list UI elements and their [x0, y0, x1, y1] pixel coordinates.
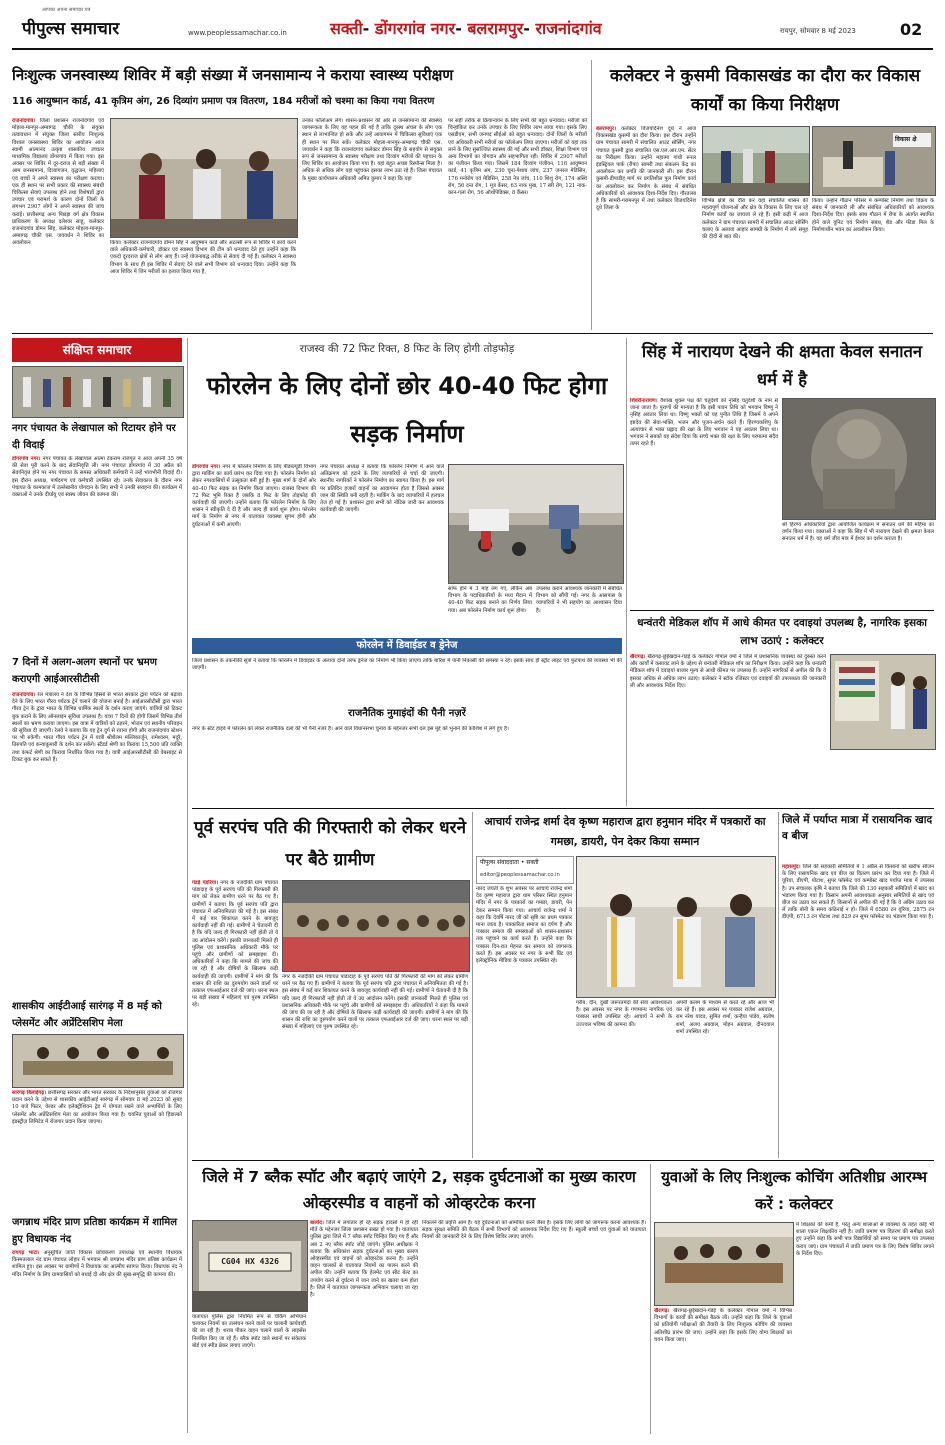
- sarpanch-body-col2: [282, 974, 468, 1156]
- black-spots-photo: [192, 1220, 308, 1312]
- sarpanch-text: नगर के नजदीकी ग्राम पंचायत पांडादाह के पूर्व सरपंच पति की गिरफ्तारी की मांग को लेकर ग्रामीण धरने पर बैठ गए हैं। ग्रामीणों ने बताया कि पूर्व सरपंच पति द्वारा पंचायत में अनियमितता की गई है। इस संबंध में कई बार शिकायत करने के बावजूद कार्यवाही नहीं की गई। ग्रामीणों ने चेतावनी दी है कि यदि जल्द ही गिरफ्तारी नहीं होती तो वे उग्र आंदोलन करेंगे। इसकी जानकारी मिलते ही पुलिस एवं प्रशासनिक अधिकारी मौके पर पहुंचे और ग्रामीणों को समझाइश दी। अधिकारियों ने कहा कि मामले की जांच की जा रही है और दोषियों के खिलाफ कड़ी कार्यवाही की जाएगी। ग्रामीणों ने मांग की कि शासन की राशि का दुरुपयोग करने वालों पर तत्काल एफआईआर दर्ज की जाए। धरना स्थल पर बड़ी संख्या में महिलाएं एवं पुरुष उपस्थित रहे।: [192, 880, 278, 1009]
- fourlane-sub1-title: फोरलेन में डिवाईडर व ड्रेनेज: [356, 640, 458, 651]
- narsingh-text-1: वैशाख शुक्ल पक्ष की चतुर्दशी को नृसिंह चतुर्दशी के नाम से जाना जाता है। पुराणों की मान्यता है कि इसी पावन तिथि को भगवान विष्णु ने नृसिंह अवतार लिया था। विष्णु भक्तों को यह पुनीत तिथि है जिसमें वे अपने इष्टदेव की सेवा-भक्ति, भजन और पूजन-अर्चन करते हैं। हिरण्यकशिपु के अत्याचार से भक्त प्रह्लाद की रक्षा के लिए भगवान ने यह अवतार लिया था। भगवान ने सबको यह संदेश दिया कि सच्चे भक्त की रक्षा के लिए परमात्मा सदैव तत्पर रहते हैं।: [630, 398, 778, 448]
- collector-kusmi-headline: कलेक्टर ने कुसमी विकासखंड का दौरा कर विकास कार्यों का किया निरीक्षण: [609, 66, 921, 115]
- masthead-rule: [12, 48, 933, 50]
- brief-news-item2-headline: 7 दिनों में अलग-अलग स्थानों पर भ्रमण कराएगी आईआरसीटीसी: [12, 657, 157, 685]
- sarpanch-body-col1: [192, 880, 278, 1156]
- brief-news-item3-dateline: सारंगढ़ बिलाईगढ़।: [12, 1090, 47, 1096]
- section-rule: [12, 333, 933, 334]
- narsingh-text-2: श्री हिरण्य अधिकारियों द्वारा आयोजित कार्यक्रम में सनातन धर्म की महिमा का वर्णन किया गया। वक्ताओं ने कहा कि सिंह में भी नारायण देखने की क्षमता केवल सनातन धर्म में है। यह धर्म जीव मात्र में ईश्वर का दर्शन कराता है।: [782, 522, 934, 543]
- section-sakti: सक्ती: [330, 19, 363, 38]
- sarpanch-photo: [282, 880, 470, 972]
- dhanvantari-text: खैरागढ़-छुईखदान-गंडई के कलेक्टर गोपाल वर्मा ने जिले में प्रशासनिक व्यवस्था को दुरुस्त करने और कार्यों में कसावट लाने के उद्देश्य से धन्वंतरी मेडिकल शॉप का निरीक्षण किया। उन्होंने कहा कि धन्वंतरी मेडिकल शॉप में दवाइयां बाजार मूल्य से आधी कीमत पर उपलब्ध हैं। उन्होंने नागरिकों से अपील की कि वे इसका अधिक से अधिक लाभ उठाएं। कलेक्टर ने स्टॉक रजिस्टर एवं दवाइयों की उपलब्धता की जानकारी ली और आवश्यक निर्देश दिए।: [630, 654, 826, 689]
- coaching-body-col2: [796, 1222, 934, 1432]
- brief-news-item3-headline: शासकीय आईटीआई सारंगढ़ में 8 मई को प्लेसमेंट और अप्रेंटिसशिप मेला: [12, 1001, 162, 1029]
- sarpanch-text-2: नगर के नजदीकी ग्राम पंचायत पांडादाह के पूर्व सरपंच पति की गिरफ्तारी की मांग को लेकर ग्रामीण धरने पर बैठ गए हैं। ग्रामीणों ने बताया कि पूर्व सरपंच पति द्वारा पंचायत में अनियमितता की गई है। इस संबंध में कई बार शिकायत करने के बावजूद कार्यवाही नहीं की गई। ग्रामीणों ने चेतावनी दी है कि यदि जल्द ही गिरफ्तारी नहीं होती तो वे उग्र आंदोलन करेंगे। इसकी जानकारी मिलते ही पुलिस एवं प्रशासनिक अधिकारी मौके पर पहुंचे और ग्रामीणों को समझाइश दी। अधिकारियों ने कहा कि मामले की जांच की जा रही है और दोषियों के खिलाफ कड़ी कार्यवाही की जाएगी। ग्रामीणों ने मांग की कि शासन की राशि का दुरुपयोग करने वालों पर तत्काल एफआईआर दर्ज की जाए। धरना स्थल पर बड़ी संख्या में महिलाएं एवं पुरुष उपस्थित रहे।: [282, 974, 468, 1031]
- fourlane-photo: [448, 464, 624, 584]
- health-camp-subhead: 116 आयुष्मान कार्ड, 41 कृत्रिम अंग, 26 दिव्यांग प्रमाण पत्र वितरण, 184 मरीजों को चश्मा का किया गया वितरण: [12, 96, 435, 107]
- collector-kusmi-body-col2: [702, 198, 808, 326]
- fourlane-caption: [448, 586, 532, 636]
- sarpanch-headline: पूर्व सरपंच पति की गिरफ्तारी को लेकर धरने पर बैठे ग्रामीण: [193, 818, 467, 870]
- coaching-text-2: में शिक्षकों की कमी है, परंतु अन्य शालाओं से व्यवस्था के तहत कोई भी शाला एकल शिक्षकीय नहीं है। जाति प्रमाण पत्र वितरण की समीक्षा करते हुए उन्होंने कहा कि सभी पात्र विद्यार्थियों को समय पर प्रमाण पत्र उपलब्ध कराए जाएं। ग्राम पंचायतों में जाति प्रमाण पत्र के लिए विशेष शिविर लगाने के निर्देश दिए।: [796, 1222, 934, 1257]
- acharya-caption: [576, 1000, 672, 1156]
- section-rule: [192, 1160, 934, 1161]
- collector-kusmi-dateline: बलरामपुर।: [596, 126, 617, 132]
- dhanvantari-photo: [830, 654, 936, 750]
- brief-news-item4-text: अनुसूचित जाति विकास प्राधिकरण उपाध्यक्ष एवं स्थानीय विधायक किस्मतलाल नंद ग्राम पंचायत लोहार में भगवान श्री जगन्नाथ मंदिर प्राण प्रतिष्ठा कार्यक्रम में शामिल हुए। इस अवसर पर ग्रामीणों ने विधायक का आत्मीय स्वागत किया। विधायक नंद ने मंदिर निर्माण के लिए ग्रामवासियों को बधाई दी और क्षेत्र की सुख-समृद्धि की कामना की।: [12, 1250, 182, 1278]
- brief-news-item1-dateline: डोंगरगांव नगर।: [12, 456, 41, 462]
- brief-news-item1-text: नगर पंचायत के लेखापाल आत्मा टेकराम राजपूत ने आज अपनी 35 वर्ष की सेवा पूरी करने के बाद सेवानिवृत्ति ली। नगर पंचायत डोंगरगांव में 30 अप्रैल को सेवानिवृत्त होने पर नगर पंचायत के समस्त अधिकारी कर्मचारी ने उन्हें भावभीनी विदाई दी। इस दौरान अध्यक्ष, पार्षदगण एवं कर्मचारी उपस्थित रहे। उनके सेवाकाल के दौरान नगर पंचायत के कामकाज में उल्लेखनीय योगदान के लिए सभी ने उनकी सराहना की। कार्यक्रम में वक्ताओं ने उनके दीर्घायु एवं स्वस्थ जीवन की कामना की।: [12, 456, 182, 499]
- health-camp-body-col2: [110, 240, 296, 326]
- brief-news-item2-dateline: राजनांदगांव।: [12, 692, 36, 698]
- black-spots-plate: CG04 HX 4326: [221, 1257, 279, 1266]
- brief-news-item3-text: छत्तीसगढ़ सरकार और भारत सरकार के निर्देशानुसार युवाओं को रोजगार प्रदान करने के उद्देश्य से शासकीय आईटीआई सारंगढ़ में सोमवार 8 मई 2023 को सुबह 10 बजे फिटर, वेल्डर और इलेक्ट्रीशियन ट्रेड में योग्यता रखने वाले अभ्यर्थियों के लिए प्लेसमेंट और अप्रेंटिसशिप मेला का आयोजन किया गया है। चयनित युवाओं को हिंडाल्को इंडस्ट्रीज़ लिमिटेड में रोजगार प्रदान किया जाएगा।: [12, 1090, 182, 1125]
- brief-news-item2-body: [12, 692, 182, 994]
- acharya-email[interactable]: editor@peoplessamachar.co.in: [480, 872, 560, 878]
- column-divider: [591, 60, 592, 330]
- column-divider: [650, 1164, 651, 1434]
- story-acharya: [476, 812, 774, 1158]
- column-divider: [626, 338, 627, 806]
- brief-news-item2-text: रेल मंत्रालय ने देश के विभिन्न हिस्सों से भारत सरकार द्वारा पर्यटन को बढ़ावा देने के लिए भारत गौरव पर्यटक ट्रेनें चलाने की योजना बनाई है। आईआरसीटीसी द्वारा भारत गौरव ट्रेन के द्वारा भारत के विभिन्न धार्मिक स्थलों के दर्शन कराए जाएंगे। यात्रियों को टिकट बुक कराने के लिए ऑनलाइन सुविधा उपलब्ध है। यात्रा 7 दिनों की होगी जिसमें विभिन्न तीर्थ स्थलों का भ्रमण कराया जाएगा। इस यात्रा में यात्रियों को ठहरने, भोजन एवं स्थानीय परिवहन की सुविधा दी जाएगी। रेलवे ने बताया कि यह ट्रेन दुर्ग से रवाना होगी और राजनांदगांव स्टेशन पर भी रुकेगी। भारत गौरव पर्यटन ट्रेन में यात्री श्रीशैलम मल्लिकार्जुन, रामेश्वरम, मदुरै, तिरुपति एवं कन्याकुमारी के दर्शन कर सकेंगे। स्टैंडर्ड श्रेणी का किराया 15,500 प्रति व्यक्ति तथा कंफर्ट श्रेणी का किराया निर्धारित किया गया है। यात्री आईआरसीटीसी की वेबसाइट से टिकट बुक कर सकते हैं।: [12, 692, 182, 763]
- black-spots-body-col0: [192, 1314, 306, 1432]
- section-names: सक्ती- डोंगरगांव नगर- बलरामपुर- राजनांदगांव: [330, 19, 602, 38]
- column-divider: [778, 812, 779, 1158]
- black-spots-text-1: जिले में लगातार हो रहे सड़क हादसों में हो रही मौतें के मद्देनजर जिला प्रशासन सख्त हो गया है। यातायात पुलिस द्वारा जिले में 7 ब्लैक स्पॉट चिन्हित किए गए हैं और अब 2 नए ब्लैक स्पॉट जोड़े जाएंगे। पुलिस अधीक्षक ने बताया कि अधिकांश सड़क दुर्घटनाओं का मुख्य कारण ओव्हरस्पीड एवं वाहनों को ओव्हरटेक करना है। उन्होंने वाहन चालकों से यातायात नियमों का पालन करने की अपील की। उन्होंने बताया कि हेलमेट एवं सीट बेल्ट का उपयोग करने से दुर्घटना में जान जाने का खतरा कम होता है। जिले में यातायात जागरूकता अभियान चलाया जा रहा है।: [310, 1220, 418, 1299]
- collector-kusmi-photo-sign: विकास क्षे: [895, 136, 917, 143]
- health-camp-photo: [110, 118, 298, 238]
- coaching-dateline: खैरागढ़।: [654, 1308, 670, 1314]
- story-health-camp: [12, 60, 587, 330]
- story-narsingh: [630, 338, 934, 606]
- brief-news-item1-headline: नगर पंचायत के लेखापाल को रिटायर होने पर दी विदाई: [12, 423, 176, 451]
- narsingh-headline: सिंह में नारायण देखने की क्षमता केवल सनातन धर्म में है: [641, 342, 923, 389]
- section-rule: [192, 808, 934, 809]
- collector-kusmi-body-col3: [812, 198, 934, 326]
- section-dongargaon: डोंगरगांव नगर: [374, 19, 456, 38]
- brief-news-item3-body: [12, 1090, 182, 1210]
- narsingh-body-col1: [630, 398, 778, 604]
- acharya-byline-name: पीपुल्स संवाददाता: [480, 859, 519, 866]
- coaching-headline: युवाओं के लिए निःशुल्क कोचिंग अतिशीघ्र आरम्भ करें : कलेक्टर: [661, 1168, 927, 1213]
- acharya-headline: आचार्य राजेन्द्र शर्मा देव कृष्ण महाराज द्वारा हनुमान मंदिर में पत्रकारों का गमछा, डायरी, पेन देकर किया सम्मान: [484, 815, 766, 848]
- story-black-spots: [192, 1164, 646, 1434]
- brief-news-item4-body: [12, 1250, 182, 1430]
- brief-news-photo-1: [12, 366, 184, 418]
- fourlane-caption-text: साफ होने में 3 माह लग गए, लेकिन अब विभाग के पदाधिकारियों के मध्य मैदान में 40-40 फिट सड़क बनाने का निर्णय लिया गया। अब फोरलेन निर्माण कार्य शुरू होगा।: [448, 586, 532, 614]
- narsingh-body-col2: [782, 522, 934, 604]
- dhanvantari-dateline: खैरागढ़।: [630, 654, 646, 660]
- story-sarpanch: [192, 812, 468, 1158]
- black-spots-body-col3: [422, 1220, 646, 1432]
- collector-kusmi-photo-1: [702, 126, 810, 196]
- fertilizer-text: जिले की सहकारी समितियों में 1 अप्रैल से किसानों को खरीफ सीजन के लिए रासायनिक खाद एवं बीज का वितरण प्रारंभ कर दिया गया है। जिले में यूरिया, डीएपी, पोटाश, सुपर फॉस्फेट एवं कम्पोस्ट खाद पर्याप्त मात्रा में उपलब्ध है। उप संचालक कृषि ने बताया कि जिले की 130 सहकारी समितियों में खाद का भंडारण किया गया है। किसान अपनी आवश्यकता अनुसार समितियों से खाद एवं बीज का उठाव कर सकते हैं। किसानों से अपील की गई है कि वे अग्रिम उठाव कर लें ताकि बोनी के समय कठिनाई न हो। जिले में 6580 टन यूरिया, 2875 टन डीएपी, 6713 टन पोटाश तथा 829 टन सुपर फॉस्फेट का भंडारण किया गया है।: [782, 864, 934, 921]
- acharya-caption-2-text: अपनी कलम के माध्यम से करते रहे और आज भी कर रहे हैं। इस अवसर पर पत्रकार राजेश अग्रवाल, राम नरेश यादव, सुमित शर्मा, कन्हैया पांडेय, संतोष शर्मा, अजय अग्रवाल, मोहन अग्रवाल, दीनदयाल शर्मा उपस्थित रहे।: [676, 1000, 774, 1035]
- brief-news-item4-headline: जगन्नाथ मंदिर प्राण प्रतिष्ठा कार्यक्रम में शामिल हुए विधायक नंद: [12, 1217, 178, 1245]
- black-spots-body-col1: [310, 1220, 418, 1432]
- coaching-photo: [654, 1222, 794, 1306]
- coaching-body-col1: [654, 1308, 792, 1432]
- issue-date: रायपुर, सोमवार 8 मई 2023: [780, 27, 856, 35]
- collector-kusmi-body-col1: [596, 126, 696, 326]
- narsingh-dateline: शिवरीनारायण।: [630, 398, 658, 404]
- story-dhanvantari: [630, 610, 934, 806]
- health-camp-text-3: उनका फॉलोअप लेंगे। शासन-प्रशासन की ओर से जनसामान्य की स्वास्थ्य जागरूकता के लिए यह पहल की गई है ताकि दूरस्थ अंचल के लोग एक स्थान से लाभान्वित हो सकें और उन्हें आवागमन में चिकित्सा सुविधाएं एक ही स्थान पर मिल सकें। कलेक्टर मोहला-मानपुर-अम्बागढ़ चौकी एस. जयवर्धन ने कहा कि राजनांदगांव कलेक्टर डोमन सिंह के सहयोग से संयुक्त रूप से जनसामान्य के स्वास्थ्य परीक्षण तथा दिव्यांग मरीजों की पहचान के लिए शिविर का आयोजन किया गया है। यहां बहुत अच्छा रिस्पॉन्स मिला है। अधिक से अधिक लोग यहां पहुंचकर इसका लाभ उठा रहे हैं। जिला पंचायत के मुख्य कार्यपालन अधिकारी अमित कुमार ने कहा कि यहां: [302, 118, 442, 182]
- fourlane-caption-2-text: उपलब्ध कराने आवश्यक जानकारी में संबंधित विभाग को सौंपी गई। नगर के आसपास के व्यापारियों ने भी सहयोग का आश्वासन दिया है।: [536, 586, 622, 614]
- fourlane-caption-2: [536, 586, 622, 636]
- brief-news-item1-body: [12, 456, 182, 646]
- fourlane-headline: फोरलेन के लिए दोनों छोर 40-40 फिट होगा सड़क निर्माण: [206, 372, 608, 448]
- health-camp-body-col1: [12, 118, 104, 326]
- dhanvantari-body: [630, 654, 826, 804]
- black-spots-headline: जिले में 7 ब्लैक स्पॉट और बढ़ाएं जाएंगे 2, सड़क दुर्घटनाओं का मुख्य कारण ओव्हरस्पीड व वाहनों को ओव्हरटेक करना: [202, 1168, 636, 1212]
- fertilizer-dateline: महासमुंद।: [782, 864, 801, 870]
- fourlane-text-2: नगर पंचायत अध्यक्ष ने बताया कि फोरलेन निर्माण में आने वाले अतिक्रमण को हटाने के लिए व्यापारियों से चर्चा की जाएगी। स्थानीय नागरिकों ने फोरलेन निर्माण का स्वागत किया है। इस मार्ग पर प्रतिदिन हजारों वाहनों का आवागमन होता है जिससे अक्सर जाम की स्थिति बनी रहती है। मार्किंग के बाद व्यापारियों में हलचल तेज हो गई है। प्रशासन द्वारा सभी को नोटिस जारी कर आवश्यक कार्यवाही की जाएगी।: [320, 464, 444, 514]
- acharya-byline: पीपुल्स संवाददाता • सक्ती editor@peoplessamachar.co.in: [476, 856, 574, 884]
- masthead: [0, 0, 945, 58]
- page-number: 02: [900, 20, 923, 39]
- health-camp-text-1: जिला प्रशासन राजनांदगांव एवं मोहला-मानपुर-अम्बागढ़ चौकी के संयुक्त तत्वावधान में संयुक्त जिला स्तरीय निःशुल्क विशाल जनस्वास्थ्य शिविर का आयोजन आज स्वामी आत्मानंद उत्कृष्ट शासकीय उच्चतर माध्यमिक विद्यालय डोंगरगांव में किया गया। इस अवसर पर शिविर में दूर-दराज से बड़ी संख्या में आम जनसामान्य, दिव्यांगजन, वृद्धजन, महिलाएं एवं बच्चों ने अपने स्वास्थ्य का परीक्षण कराया। एक ही स्थान पर सभी प्रकार की स्वास्थ्य संबंधी चिकित्सा सेवाएं उपलब्ध होने तथा विशेषज्ञों द्वारा उपचार एवं परामर्श के कारण दोनों जिलों के लगभग 2907 लोगों ने अपने स्वास्थ्य की जांच कराई। छत्तीसगढ़ अन्य पिछड़ा वर्ग क्षेत्र विकास प्राधिकरण के अध्यक्ष दलेश्वर साहू, कलेक्टर राजनांदगांव डोमन सिंह, कलेक्टर मोहला-मानपुर-अम्बागढ़ चौकी एस. जयवर्धन ने शिविर का अवलोकन: [12, 118, 104, 247]
- story-collector-kusmi: [596, 60, 934, 330]
- fourlane-text-1: नगर में फोरलेन निर्माण के लिए पीडब्ल्यूडी विभाग द्वारा मार्किंग का कार्य प्रारंभ कर दिया गया है। फोरलेन निर्माण को लेकर नगरवासियों में उत्सुकता बनी हुई है। मुख्य मार्ग के दोनों ओर 40-40 फिट सड़क का निर्माण किया जाएगा। राजस्व विभाग की 72 फिट भूमि रिक्त है जबकि 8 फिट के लिए तोड़फोड़ की कार्यवाही की जाएगी। उन्होंने बताया कि फोरलेन निर्माण के लिए शासन ने स्वीकृति दे दी है और जल्द ही कार्य शुरू होगा। फोरलेन मार्ग के निर्माण से नगर में यातायात व्यवस्था सुगम होगी और दुर्घटनाओं में कमी आएगी।: [192, 464, 316, 528]
- collector-kusmi-text-2: विभिन्न क्षेत्रों का दौरा कर वहां संचालित शासन की महत्वपूर्ण योजनाओं और क्षेत्र के विकास के लिए चल रहे निर्माण कार्यों का जायजा ले रहे हैं। इसी कड़ी में आज कलेक्टर ने ग्राम पंचायत सामरी में संचालित आउट सोर्सिंग चलाए के अलावा आहार सामग्री के निर्माण में लगे समूह की दीदी से बात की।: [702, 198, 808, 241]
- collector-kusmi-text-3: किया। उन्होंने गौठान परिसर में कम्पोस्ट निर्माण तथा विक्रय के संबंध में जानकारी ली और संबंधित अधिकारियों को आवश्यक दिशा-निर्देश दिए। इसके साथ गौठान में रीपा के अंतर्गत स्थापित होने वाले यूनिट एवं निर्माण संबंध, शैड और फीडा मिल के निर्माणाधीन भवन का अवलोकन किया।: [812, 198, 934, 233]
- health-camp-text-4: पर सही तरीके से क्रियान्वयन के लिए सभी की बहुत धन्यवाद। मरीजों को चिन्हांकित कर उनके उपचार के लिए शिविर लाभ लाया गया। इसके लिए एसडीएम, सभी जनपद सीईओ को बहुत धन्यवाद। दोनों जिलों के मरीजों एवं अधिकारी सभी मरीजों का फॉलोअप लिया जाएगा। मरीजों को यहां तक लाने के लिए सुसज्जित स्वास्थ्य की गई और सभी डॉक्टर, शिक्षा विभाग एवं अन्य विभागों का योगदान और सहभागिता रही। शिविर में 2907 मरीजों का पंजीयन किया गया। जिसमें 184 दिव्यांग पंजीयन, 116 आयुष्मान कार्ड, 41 कृत्रिम अंग, 230 चूना-पेशाब जांच, 237 जनरल मेडिसिन, 176 मनोरोग एवं मेडिसिन, 258 नेत्र जांच, 110 शिशु रोग, 174 अस्थि रोग, 56 दन्त रोग, 1 मूत्र केंसर, 63 नाक मुख, 17 स्त्री रोग, 121 नाक-कान-गला रोग, 56 ऑर्थोपेडिक्स, 8 कैंसर।: [448, 118, 587, 197]
- story-fourlane: [192, 338, 622, 806]
- acharya-caption-2: [676, 1000, 774, 1156]
- health-camp-dateline: राजनांदगांव।: [12, 118, 36, 124]
- fourlane-sub2-body: [192, 726, 622, 802]
- acharya-photo: [576, 856, 776, 998]
- dhanvantari-headline: धन्वंतरी मेडिकल शॉप में आधे कीमत पर दवाइयां उपलब्ध है, नागरिक इसका लाभ उठाएं : कलेक्टर: [637, 617, 927, 647]
- black-spots-text-3: निकलने की प्रवृत्ति आम है। यह दुर्घटनाओं को आमंत्रित करने जैसा है। इसके लिए लोगों को जागरूक करना आवश्यक है। सड़क सुरक्षा समिति की बैठक में सभी विभागों को आवश्यक निर्देश दिए गए हैं। स्कूली बच्चों एवं युवाओं को यातायात नियमों की जानकारी देने के लिए विशेष शिविर लगाए जाएंगे।: [422, 1220, 646, 1241]
- section-balrampur: बलरामपुर: [467, 19, 524, 38]
- fertilizer-headline: जिले में पर्याप्त मात्रा में रासायनिक खाद व बीज: [782, 814, 933, 842]
- fourlane-sub2-text: नगर के स्टेट हाइवे में फोरलेन को लेकर राजनैतिक दलों की भी पैनी नजरें हैं। आने वाले विधानसभा चुनाव के मद्देनजर सभी दल इस मुद्दे को भुनाने की कोशिश में लगे हुए हैं।: [192, 726, 509, 732]
- sarpanch-dateline: गंडई पंडरिया।: [192, 880, 219, 886]
- narsingh-photo: [782, 398, 936, 520]
- acharya-byline-place: सक्ती: [526, 859, 539, 866]
- column-divider: [187, 338, 188, 1433]
- health-camp-body-col4: [448, 118, 587, 326]
- health-camp-body-col3: [302, 118, 442, 326]
- brief-news-title: संक्षिप्त समाचार: [12, 338, 182, 362]
- column-divider: [472, 812, 473, 1158]
- brief-news: [12, 338, 182, 1433]
- fourlane-sub1-banner: [192, 638, 622, 654]
- story-fertilizer: [782, 812, 934, 1158]
- fertilizer-body: [782, 864, 934, 1156]
- brief-news-photo-2: [12, 1034, 184, 1088]
- fourlane-dateline: डोंगरगांव नगर।: [192, 464, 221, 470]
- coaching-text-1: खैरागढ़-छुईखदान-गंडई के कलेक्टर गोपाल वर्मा ने विभिन्न विभागों के कार्यों की समीक्षा बैठक ली। उन्होंने कहा कि जिले के युवाओं को प्रतियोगी परीक्षाओं की तैयारी के लिए निःशुल्क कोचिंग की व्यवस्था अतिशीघ्र प्रारंभ की जाए। उन्होंने कहा कि इसके लिए योग्य शिक्षकों का चयन किया जाए।: [654, 1308, 792, 1343]
- fourlane-sub1-body: [192, 658, 622, 702]
- acharya-text: नारद जयंती के शुभ अवसर पर आचार्य राजेन्द्र शर्मा देव कृष्ण महाराज द्वारा धाम परिसर स्थित हनुमान मंदिर में नगर के पत्रकारों का गमछा, डायरी, पेन देकर सम्मान किया गया। आचार्य राजेन्द्र शर्मा ने कहा कि देवर्षि नारद जी को सृष्टि का प्रथम पत्रकार माना जाता है। पत्रकारिता समाज का दर्पण है और पत्रकार समाज की समस्याओं को शासन-प्रशासन तक पहुंचाने का कार्य करते हैं। उन्होंने कहा कि पत्रकार दिन-रात मेहनत कर समाज को जागरूक करते हैं। इस अवसर पर नगर के सभी प्रिंट एवं इलेक्ट्रॉनिक मीडिया के पत्रकार उपस्थित रहे।: [476, 886, 572, 965]
- section-rajnandgaon: राजनांदगांव: [535, 19, 602, 38]
- health-camp-text-2: किया। कलेक्टर राजनांदगांव डोमन सिंह ने आयुष्मान कार्ड और अटल्सी रूप से शिविर में कार्य करने वाले अधिकारी-कर्मचारी, डॉक्टर एवं स्वास्थ्य विभाग की टीम को धन्यवाद देते हुए उन्होंने कहा कि एकदो दूरदराज क्षेत्रों से लोग आए हैं। उन्हें योजनाबद्ध तरीके से सेवाएं दी गई हैं। कलेक्टर ने स्वास्थ्य विभाग के साथ ही इस शिविर में सेवाएं देने वाले सभी विभाग को धन्यवाद दिया। उन्होंने कहा कि आज शिविर में जिन मरीजों का इलाज किया गया है,: [110, 240, 296, 275]
- fourlane-sub1-text: जिला प्रशासन के तकनीकी सूत्रों ने बताया कि फोरलेन में डिवाइडर के अलावा दोनों तरफ ड्रेनेज का निर्माण भी किया जाएगा ताकि बारिश में पानी निकासी की समस्या न रहे। इसके साथ ही स्ट्रीट लाइट एवं फुटपाथ की व्यवस्था भी की जाएगी।: [192, 658, 622, 672]
- brief-news-item4-dateline: रायगढ़ भाटा।: [12, 1250, 40, 1256]
- section-rule: [630, 610, 934, 611]
- logo-tagline: आपका अपना समाचार पत्र: [42, 7, 91, 13]
- black-spots-text-2: यातायात पुलिस द्वारा नियमित रूप से चेकिंग अभियान चलाकर नियमों का उल्लंघन करने वालों पर चालानी कार्यवाही की जा रही है। शराब पीकर वाहन चलाने वालों के लाइसेंस निलंबित किए जा रहे हैं। ब्लैक स्पॉट वाले स्थानों पर संकेतक बोर्ड एवं स्पीड ब्रेकर लगाए जाएंगे।: [192, 1314, 306, 1349]
- black-spots-dateline: बालोद।: [310, 1220, 324, 1226]
- health-camp-headline: निःशुल्क जनस्वास्थ्य शिविर में बड़ी संख्या में जनसामान्य ने कराया स्वास्थ्य परीक्षण: [12, 66, 454, 84]
- logo: [22, 7, 172, 42]
- collector-kusmi-text-1: कलेक्टर विजयदिनेश दूधे ने आज विकासखंड कुसमी का दौरा किया। इस दौरान उन्होंने ग्राम पंचायत सामरी में संचालित आउट सोर्सिंग, नगर पंचायत कुसमी द्वारा संचालित एस.एल.आर.एम. सेंटर का निरीक्षण किया। उन्होंने महात्मा गांधी रूरल इंडस्ट्रियल पार्क (रीपा) सामरी तथा संकलन केंद्र का अवलोकन कर प्रगति की जानकारी ली। इस दौरान कुसमी-डीपाडीह मार्ग पर प्रगतिशील पुल निर्माण कार्य का अवलोकन कर निर्माण के संबंध में संबंधित अधिकारियों को आवश्यक दिशा-निर्देश दिए। गौरतलब है कि सामरी-गरामनपुर में तथा कलेक्टर विजयदिनेश दूधे जिला के: [596, 126, 696, 212]
- story-coaching: [654, 1164, 934, 1434]
- website[interactable]: www.peoplessamachar.co.in: [188, 29, 287, 37]
- fourlane-kicker: राजस्व की 72 फिट रिक्त, 8 फिट के लिए होगी तोड़फोड़: [299, 343, 515, 355]
- fourlane-sub2-title: राजनैतिक नुमाइंदों की पैनी नज़रें: [348, 708, 466, 719]
- acharya-body: [476, 886, 572, 1156]
- collector-kusmi-photo-2: [812, 126, 936, 196]
- acharya-caption-text: गरीब, दीन, दुखी जरूरतमंदों की सेवा आवश्यकता है। इस अवसर पर नगर के गणमान्य नागरिक एवं पत्रकार साथी उपस्थित रहे। आचार्य ने सभी के उज्ज्वल भविष्य की कामना की।: [576, 1000, 672, 1028]
- logo-text: पीपुल्स समाचार: [22, 19, 120, 39]
